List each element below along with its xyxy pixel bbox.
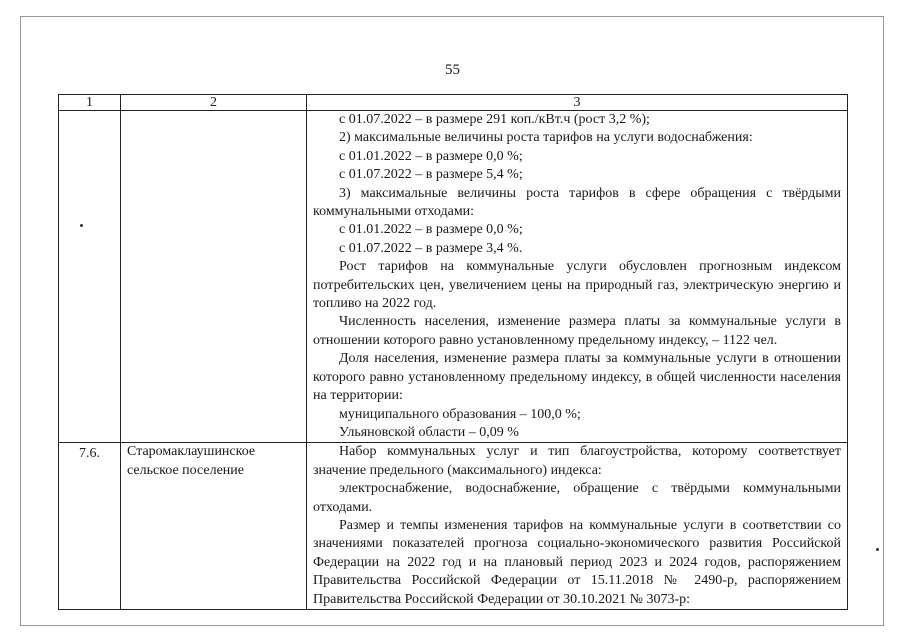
- page-number: 55: [445, 62, 460, 78]
- row-description: [307, 443, 848, 610]
- cont-paragraph: с 01.07.2022 – в размере 291 коп./кВт.ч (рост 3,2 %);: [339, 112, 650, 127]
- cont-col-2: [121, 111, 307, 443]
- scan-speck: [876, 548, 879, 551]
- cont-paragraph: с 01.07.2022 – в размере 5,4 %;: [339, 167, 523, 183]
- cont-paragraph: муниципального образования – 100,0 %;: [339, 406, 581, 422]
- cont-col-3: [307, 111, 848, 443]
- settlement-name: Старомаклаушинское сельское поселение: [127, 444, 256, 478]
- cont-paragraph: Ульяновской области – 0,09 %: [339, 424, 519, 440]
- cont-paragraph: с 01.01.2022 – в размере 0,0 %;: [339, 148, 523, 164]
- header-col-2: 2: [121, 95, 307, 111]
- table-row-7-6: [59, 443, 848, 610]
- tariff-table: [58, 94, 848, 610]
- row-paragraph: Размер и темпы изменения тарифов на коммунальные услуги в соответствии со значениями показателей прогноза социально-экономического развития Российской Федерации на 2022 год и на плановый период 2023 и 2024 годов, распоряжением Правительства Российской Федерации от 15.11.2018 № 2490-р, распоряжением Правительства Российской Федерации от 30.10.2021 № 3073-р:: [313, 517, 841, 607]
- row-settlement-name: [121, 443, 307, 610]
- cont-paragraph: Численность населения, изменение размера платы за коммунальные услуги в отношении которого равно установленному предельному индексу, – 1122 чел.: [313, 314, 841, 348]
- cont-paragraph: Доля населения, изменение размера платы за коммунальные услуги в отношении которого равно установленному предельному индексу, в общей численности населения на территории:: [313, 351, 841, 404]
- table-header-row: [59, 95, 848, 111]
- cont-paragraph: с 01.07.2022 – в размере 3,4 %.: [339, 240, 523, 256]
- table-row-continuation: [59, 111, 848, 443]
- header-col-3: 3: [307, 95, 848, 111]
- cont-paragraph: с 01.01.2022 – в размере 0,0 %;: [339, 222, 523, 238]
- cont-paragraph: 2) максимальные величины роста тарифов на услуги водоснабжения:: [339, 130, 753, 146]
- cont-col-1: [59, 111, 121, 443]
- cont-paragraph: Рост тарифов на коммунальные услуги обусловлен прогнозным индексом потребительских цен, увеличением цены на природный газ, электрическую энергию и топливо на 2022 год.: [313, 259, 841, 312]
- header-col-1: 1: [59, 95, 121, 111]
- row-paragraph: Набор коммунальных услуг и тип благоустройства, которому соответствует значение предельного (максимального) индекса:: [313, 444, 841, 478]
- row-paragraph: электроснабжение, водоснабжение, обращение с твёрдыми коммунальными отходами.: [313, 481, 841, 515]
- row-number: 7.6.: [59, 443, 121, 610]
- cont-paragraph: 3) максимальные величины роста тарифов в сфере обращения с твёрдыми коммунальными отходами:: [313, 185, 841, 220]
- scan-speck: [80, 224, 83, 227]
